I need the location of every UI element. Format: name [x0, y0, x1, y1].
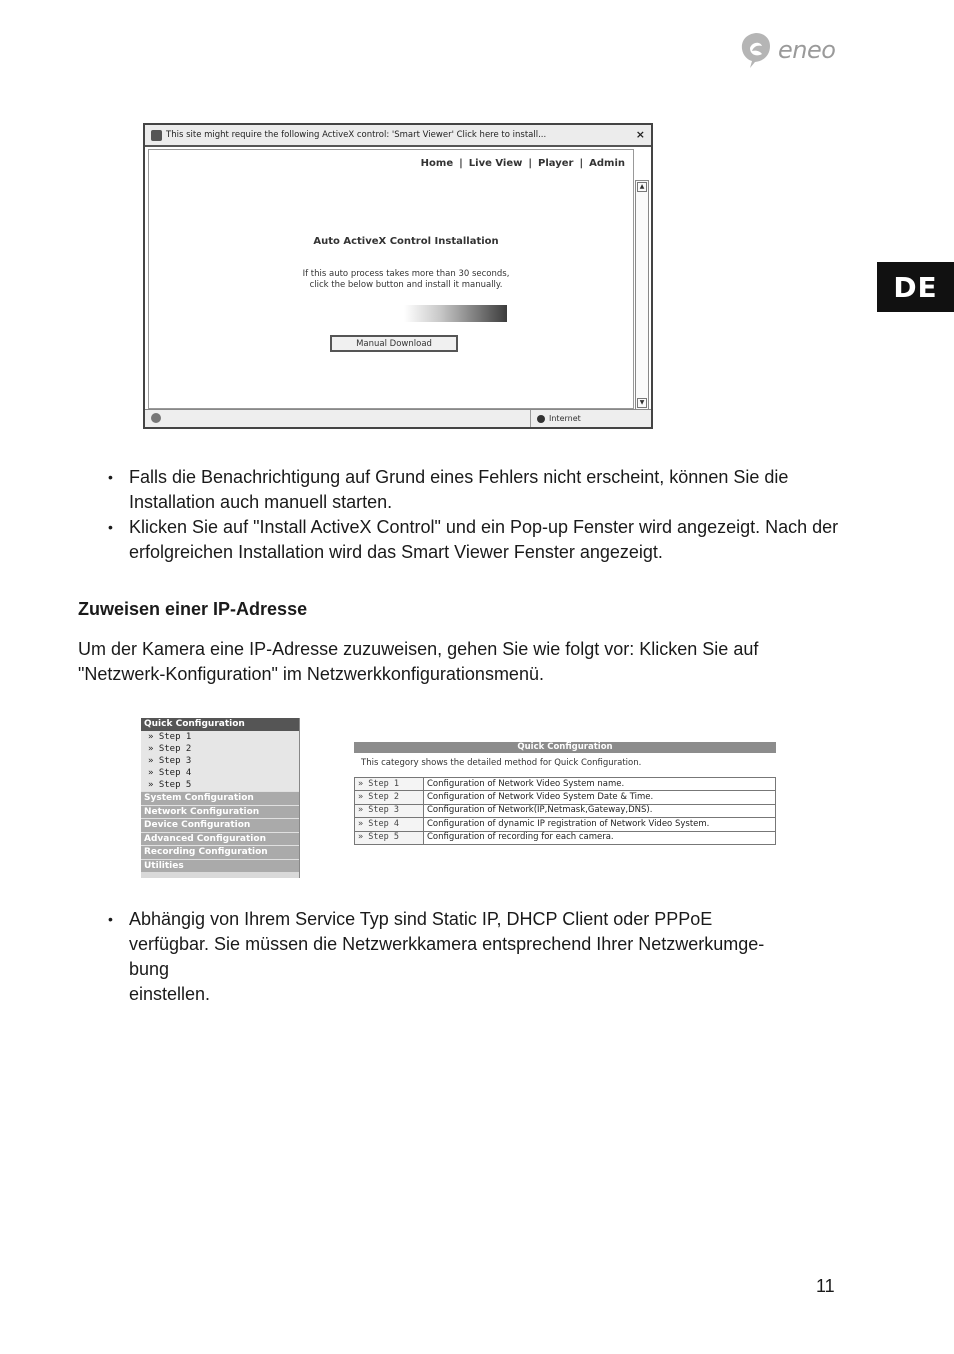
globe-icon: [537, 415, 545, 423]
progress-bar: [404, 305, 507, 322]
menu-step[interactable]: » Step 2: [141, 743, 299, 755]
table-row: [355, 818, 776, 831]
activex-infobar[interactable]: [145, 125, 651, 147]
step-description: Configuration of Network Video System name.: [424, 778, 776, 791]
menu-network-configuration[interactable]: Network Configuration: [141, 805, 299, 819]
scroll-up-icon[interactable]: ▲: [637, 182, 647, 192]
status-bar: [145, 409, 651, 427]
menu-step[interactable]: » Step 1: [141, 731, 299, 743]
browser-screenshot: [143, 123, 653, 429]
quick-config-table: [354, 777, 776, 845]
step-link[interactable]: » Step 5: [355, 831, 424, 844]
list-item-line: • Abhängig von Ihrem Service Typ sind Static IP, DHCP Client oder PPPoE: [129, 909, 713, 929]
menu-header[interactable]: Quick Configuration: [141, 718, 299, 731]
step-description: Configuration of Network(IP,Netmask,Gateway,DNS).: [424, 804, 776, 817]
zone-label: Internet: [549, 414, 581, 423]
list-item: [108, 907, 848, 1007]
nav-separator: |: [459, 158, 463, 169]
table-row: [355, 804, 776, 817]
instruction-list: [108, 465, 848, 565]
activex-message-line: click the below button and install it manually.: [309, 280, 503, 290]
quick-config-header: Quick Configuration: [354, 742, 776, 753]
browser-viewport: [148, 149, 634, 409]
table-row: [355, 831, 776, 844]
scroll-down-icon[interactable]: ▼: [637, 398, 647, 408]
quick-config-description: This category shows the detailed method for Quick Configuration.: [361, 758, 642, 768]
list-item-line: einstellen.: [129, 984, 211, 1004]
menu-system-configuration[interactable]: System Configuration: [141, 791, 299, 805]
config-menu: [141, 718, 300, 878]
nav-admin[interactable]: Admin: [589, 158, 625, 169]
step-link[interactable]: » Step 2: [355, 791, 424, 804]
quick-config-panel: [354, 742, 776, 843]
eneo-logo: [738, 30, 848, 72]
step-link[interactable]: » Step 3: [355, 804, 424, 817]
list-item-line: bung: [129, 959, 170, 979]
table-row: [355, 791, 776, 804]
menu-step[interactable]: » Step 5: [141, 779, 299, 791]
activex-title: Auto ActiveX Control Installation: [313, 236, 499, 247]
nav-separator: |: [528, 158, 533, 169]
step-description: Configuration of dynamic IP registration of Network Video System.: [424, 818, 776, 831]
brand-name: eneo: [778, 36, 836, 64]
list-item: • Falls die Benachrichtigung auf Grund eines Fehlers nicht erscheint, können Sie die Installation auch manuell starten.: [108, 465, 848, 515]
infobar-text: This site might require the following ActiveX control: 'Smart Viewer' Click here to install...: [166, 130, 547, 140]
shield-icon: [151, 130, 162, 141]
menu-step[interactable]: » Step 4: [141, 767, 299, 779]
menu-recording-configuration[interactable]: Recording Configuration: [141, 845, 299, 859]
list-item: • Klicken Sie auf "Install ActiveX Control" und ein Pop-up Fenster wird angezeigt. Nach der erfolgreichen Installation wird das Smart Viewer Fenster angezeigt.: [108, 515, 848, 565]
table-row: [355, 778, 776, 791]
menu-utilities[interactable]: Utilities: [141, 859, 299, 873]
step-link[interactable]: » Step 4: [355, 818, 424, 831]
nav-home[interactable]: Home: [420, 158, 454, 169]
vertical-scrollbar[interactable]: [635, 180, 649, 410]
nav-separator: |: [579, 158, 584, 169]
nav-player[interactable]: Player: [538, 158, 574, 169]
security-zone: [530, 410, 581, 427]
eneo-logo-icon: [738, 30, 774, 70]
service-type-list: [108, 907, 848, 1007]
menu-step[interactable]: » Step 3: [141, 755, 299, 767]
list-item-line: verfügbar. Sie müssen die Netzwerkkamera entsprechend Ihrer Netzwerkumge-: [129, 934, 765, 954]
step-description: Configuration of Network Video System Date & Time.: [424, 791, 776, 804]
menu-advanced-configuration[interactable]: Advanced Configuration: [141, 832, 299, 846]
manual-download-button[interactable]: Manual Download: [330, 335, 458, 352]
menu-device-configuration[interactable]: Device Configuration: [141, 818, 299, 832]
section-paragraph: Um der Kamera eine IP-Adresse zuzuweisen, gehen Sie wie folgt vor: Klicken Sie auf "Netzwerk-Konfiguration" im Netzwerkkonfigurationsmenü.: [78, 639, 759, 684]
top-nav: [421, 158, 625, 169]
page-status-icon: [151, 413, 161, 423]
step-description: Configuration of recording for each camera.: [424, 831, 776, 844]
activex-message-line: If this auto process takes more than 30 seconds,: [302, 269, 510, 279]
activex-message: [149, 269, 633, 291]
section-heading: Zuweisen einer IP-Adresse: [78, 599, 308, 619]
language-tab: DE: [877, 262, 954, 312]
nav-live-view[interactable]: Live View: [468, 158, 523, 169]
close-icon[interactable]: ×: [635, 128, 645, 141]
step-link[interactable]: » Step 1: [355, 778, 424, 791]
page-number: 11: [816, 1276, 835, 1296]
